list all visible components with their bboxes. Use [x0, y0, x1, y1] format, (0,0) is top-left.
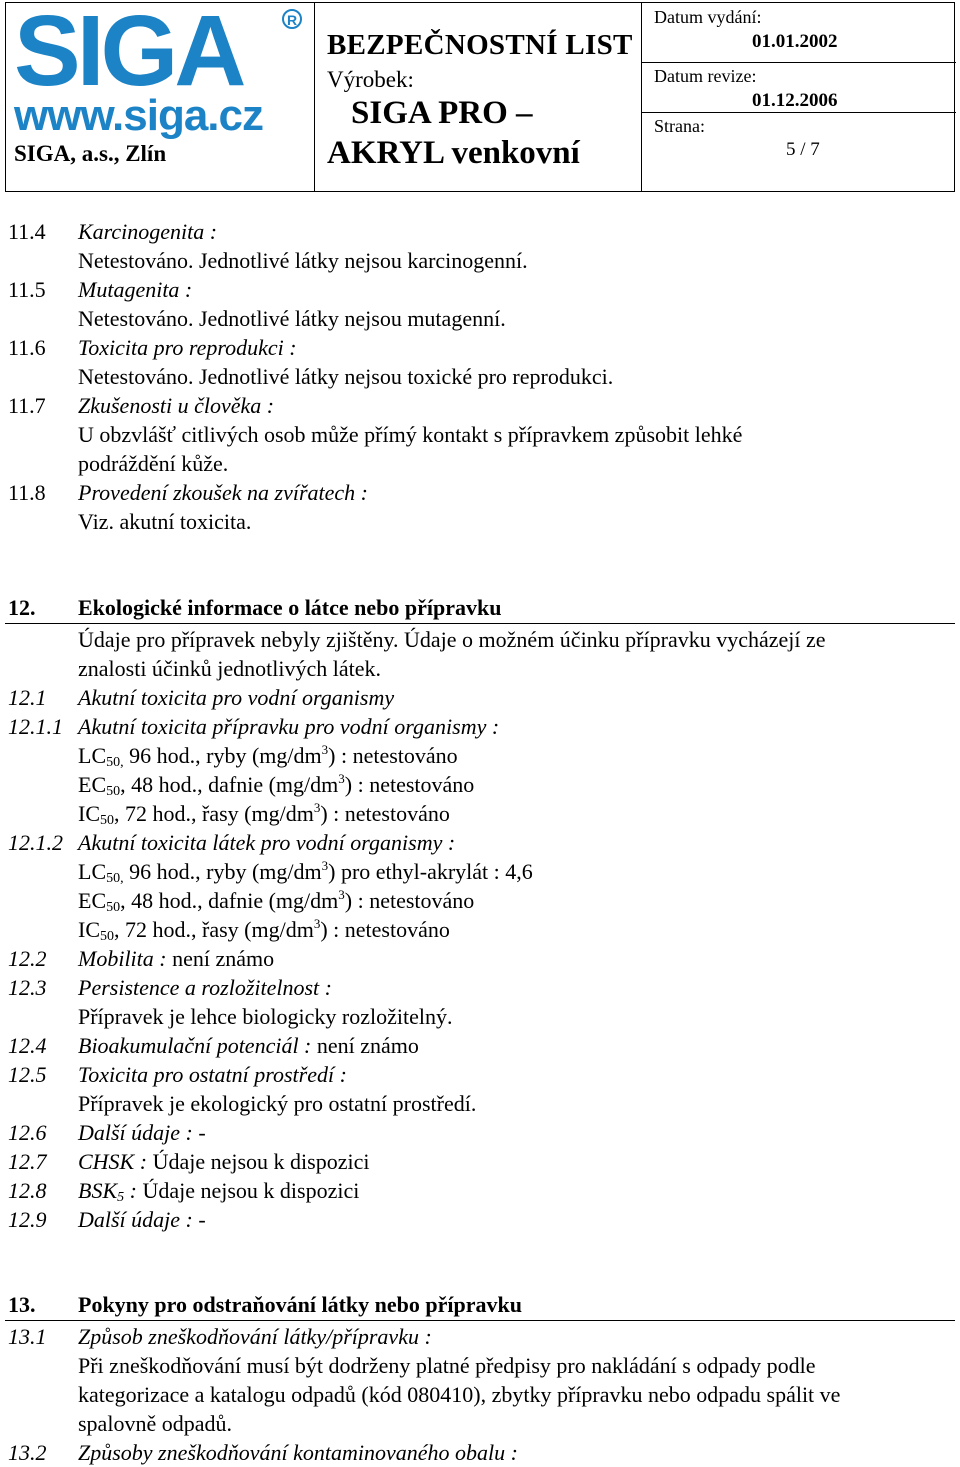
header-meta-cell	[642, 3, 956, 191]
section-number: 12.6	[8, 1120, 47, 1145]
section-number: 12.2	[8, 946, 47, 971]
header-title-cell	[315, 3, 642, 191]
section-text: Přípravek je ekologický pro ostatní prostředí.	[78, 1091, 477, 1116]
section-heading: Mobilita : není známo	[78, 946, 275, 971]
section-heading: Toxicita pro reprodukci :	[78, 335, 297, 360]
section-text: Netestováno. Jednotlivé látky nejsou mutagenní.	[78, 306, 506, 331]
section-number: 12.9	[8, 1207, 47, 1232]
revision-date-label: Datum revize:	[654, 66, 757, 86]
section-text: znalosti účinků jednotlivých látek.	[78, 656, 382, 681]
section-number: 13.2	[8, 1440, 47, 1465]
section-text: kategorizace a katalogu odpadů (kód 080410), zbytky přípravku nebo odpadu spálit ve	[78, 1382, 841, 1407]
section-number: 12.1.1	[8, 714, 63, 739]
revision-date-row	[642, 63, 956, 113]
section-text: U obzvlášť citlivých osob může přímý kontakt s přípravkem způsobit lehké	[78, 422, 743, 447]
product-name	[327, 93, 580, 173]
toxicity-value: $IC_{50}$, 72 hod., řasy $(mg/dm^3)$ : netestováno	[78, 916, 450, 944]
toxicity-value: $IC_{50}$, 72 hod., řasy $(mg/dm^3)$ : netestováno	[78, 800, 450, 828]
section-heading: Persistence a rozložitelnost :	[78, 975, 332, 1000]
section-title: Ekologické informace o látce nebo přípravku	[78, 595, 502, 620]
section-heading: Mutagenita :	[78, 277, 193, 302]
section-number: 11.5	[8, 277, 46, 302]
section-number: 12.1	[8, 685, 47, 710]
section-text: Údaje pro přípravek nebyly zjištěny. Údaje o možném účinku přípravku vycházejí ze	[78, 627, 826, 652]
section-text: Při zneškodňování musí být dodrženy platné předpisy pro nakládání s odpady podle	[78, 1353, 816, 1378]
section-text: Přípravek je lehce biologicky rozložitelný.	[78, 1004, 453, 1029]
section-heading: Akutní toxicita látek pro vodní organismy :	[78, 830, 456, 855]
section-heading: Způsob zneškodňování látky/přípravku :	[78, 1324, 432, 1349]
document-title: BEZPEČNOSTNÍ LIST	[327, 29, 633, 61]
svg-text:SIGA: SIGA	[14, 5, 243, 95]
toxicity-value: $EC_{50}$, 48 hod., dafnie $(mg/dm^3)$ : netestováno	[78, 887, 475, 915]
section-heading: Akutní toxicita přípravku pro vodní organismy :	[78, 714, 500, 739]
product-label: Výrobek:	[327, 67, 414, 92]
document-header	[5, 2, 955, 192]
section-heading: Další údaje : -	[78, 1120, 206, 1145]
section-heading: $BSK_5$ : Údaje nejsou k dispozici	[78, 1178, 360, 1205]
section-heading: Zkušenosti u člověka :	[78, 393, 275, 418]
section-number: 12.5	[8, 1062, 47, 1087]
section-text: Viz. akutní toxicita.	[78, 509, 252, 534]
product-name-line-1: SIGA PRO –	[351, 95, 533, 131]
toxicity-value: $LC_{50,}$ 96 hod., ryby $(mg/dm^3)$ : netestováno	[78, 742, 458, 770]
page-row	[642, 113, 956, 193]
section-heading: Další údaje : -	[78, 1207, 206, 1232]
section-number: 13.	[8, 1292, 36, 1317]
page-number: 5 / 7	[786, 139, 820, 160]
section-number: 11.7	[8, 393, 46, 418]
toxicity-value: $LC_{50,}$ 96 hod., ryby $(mg/dm^3)$ pro ethyl-akrylát : 4,6	[78, 858, 533, 886]
logo-url: www.siga.cz	[14, 91, 264, 140]
section-12-rule	[5, 623, 955, 624]
product-name-line-2: AKRYL venkovní	[327, 135, 580, 171]
section-number: 12.4	[8, 1033, 47, 1058]
section-heading: Karcinogenita :	[78, 219, 218, 244]
section-13-rule	[5, 1320, 955, 1321]
page-label: Strana:	[654, 116, 705, 136]
section-heading: Provedení zkoušek na zvířatech :	[78, 480, 368, 505]
siga-logo	[14, 5, 304, 95]
section-text: spalovně odpadů.	[78, 1411, 232, 1436]
issue-date-value: 01.01.2002	[752, 31, 838, 52]
section-number: 11.6	[8, 335, 46, 360]
section-text: Netestováno. Jednotlivé látky nejsou karcinogenní.	[78, 248, 528, 273]
section-number: 12.	[8, 595, 36, 620]
section-number: 13.1	[8, 1324, 47, 1349]
issue-date-label: Datum vydání:	[654, 7, 762, 27]
section-text: podráždění kůže.	[78, 451, 229, 476]
company-name: SIGA, a.s., Zlín	[14, 141, 167, 166]
section-heading: Bioakumulační potenciál : není známo	[78, 1033, 419, 1058]
section-heading: Akutní toxicita pro vodní organismy	[78, 685, 395, 710]
section-number: 12.1.2	[8, 830, 63, 855]
section-heading: CHSK : Údaje nejsou k dispozici	[78, 1149, 370, 1174]
section-number: 12.3	[8, 975, 47, 1000]
section-number: 11.4	[8, 219, 46, 244]
header-logo-cell	[6, 3, 315, 191]
section-heading: Toxicita pro ostatní prostředí :	[78, 1062, 347, 1087]
section-number: 12.8	[8, 1178, 47, 1203]
revision-date-value: 01.12.2006	[752, 90, 838, 111]
section-text: Netestováno. Jednotlivé látky nejsou toxické pro reprodukci.	[78, 364, 614, 389]
toxicity-value: $EC_{50}$, 48 hod., dafnie $(mg/dm^3)$ : netestováno	[78, 771, 475, 799]
svg-text:R: R	[287, 12, 298, 28]
section-number: 12.7	[8, 1149, 47, 1174]
section-number: 11.8	[8, 480, 46, 505]
issue-date-row	[642, 3, 956, 63]
section-heading: Způsoby zneškodňování kontaminovaného obalu :	[78, 1440, 518, 1465]
section-title: Pokyny pro odstraňování látky nebo přípravku	[78, 1292, 522, 1317]
